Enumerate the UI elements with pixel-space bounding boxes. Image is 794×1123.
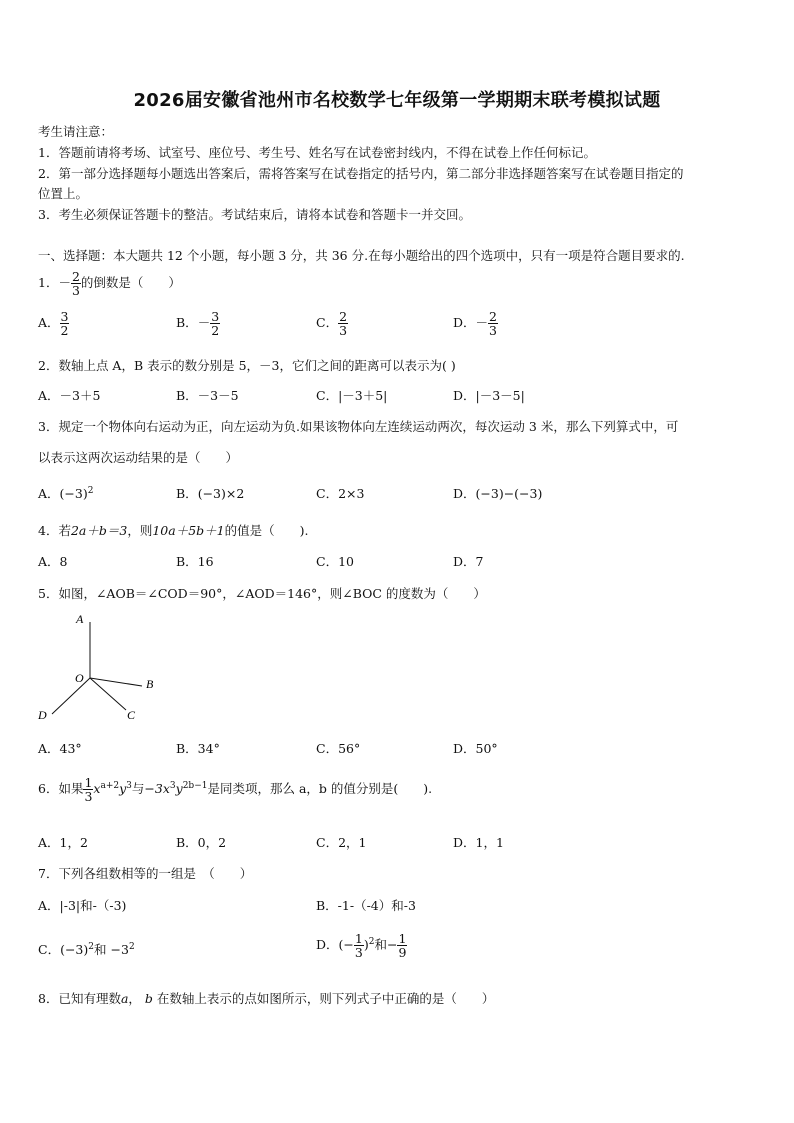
label-o: O: [75, 671, 84, 685]
q7-option-a: A．|-3|和-（-3): [38, 898, 127, 913]
q4-condition: 2a＋b＝3: [70, 523, 128, 538]
q5-option-b: B．34°: [176, 741, 220, 756]
q1-option-a: A． $\frac{3}{2}$: [38, 309, 69, 339]
q7-option-c: C．$(-3)^2$和 $-3^2$: [38, 941, 135, 957]
question-7: 7．下列各组数相等的一组是 （ ）: [38, 866, 253, 881]
label-a: A: [76, 612, 84, 626]
q3-option-c: C．2×3: [316, 486, 365, 501]
question-4: 4．若2a＋b＝3，则10a＋5b＋1的值是（ ).: [38, 523, 309, 538]
q1-denominator: 3: [71, 283, 80, 299]
q1-numerator: 2: [71, 269, 80, 284]
label-d: D: [38, 708, 47, 722]
q4-option-a: A．8: [38, 554, 68, 569]
notice-item-2: 2．第一部分选择题每小题选出答案后，需将答案写在试卷指定的括号内，第二部分非选择题答案写在试卷题目指定的: [38, 166, 684, 181]
q1-option-b: B．－ $\frac{3}{2}$: [176, 309, 220, 339]
q5-angle-diagram: [30, 606, 170, 730]
q6-option-a: A．1，2: [38, 835, 88, 850]
section-heading: 一、选择题：本大题共 12 个小题，每小题 3 分，共 36 分.在每小题给出的四个选项中，只有一项是符合题目要求的.: [38, 248, 685, 263]
q3-option-b: B．(−3)×2: [176, 486, 245, 501]
notice-item-1: 1．答题前请将考场、试室号、座位号、考生号、姓名写在试卷密封线内，不得在试卷上作任何标记。: [38, 145, 596, 160]
label-c: C: [127, 708, 136, 722]
q3-option-d: D．(−3)−(−3): [453, 486, 543, 501]
question-3-line-1: 3．规定一个物体向右运动为正，向左运动为负.如果该物体向左连续运动两次，每次运动 3 米，那么下列算式中，可: [38, 419, 679, 434]
question-5: 5．如图，∠AOB＝∠COD＝90°，∠AOD＝146°，则∠BOC 的度数为（ ）: [38, 586, 486, 601]
q2-option-c: C．|－3＋5|: [316, 388, 388, 403]
q4-option-b: B．16: [176, 554, 214, 569]
q2-option-b: B．－3－5: [176, 388, 239, 403]
q1-option-c: C． $\frac{2}{3}$: [316, 309, 348, 339]
q2-option-a: A．－3＋5: [38, 388, 101, 403]
notice-item-3: 3．考生必须保证答题卡的整洁。考试结束后，请将本试卷和答题卡一并交回。: [38, 207, 471, 222]
q2-option-d: D．|－3－5|: [453, 388, 525, 403]
q6-option-b: B．0，2: [176, 835, 227, 850]
q7-option-b: B．-1-（-4）和-3: [316, 898, 416, 913]
q4-option-c: C．10: [316, 554, 354, 569]
question-3-line-2: 以表示这两次运动结果的是（ ）: [38, 450, 239, 465]
question-8: 8．已知有理数a， b 在数轴上表示的点如图所示，则下列式子中正确的是（ ）: [38, 991, 495, 1006]
q1-option-d: D．－ $\frac{2}{3}$: [453, 309, 497, 339]
q3-option-a: A．$(-3)^2$: [38, 485, 94, 501]
q6-option-c: C．2，1: [316, 835, 367, 850]
notice-item-2-cont: 位置上。: [38, 186, 89, 201]
question-6: 6．如果 $\frac{1}{3}$ $x^{a+2}y^3$与$-3x^3y^{2b-1}$是同类项，那么 a，b 的值分别是( ).: [38, 775, 433, 805]
ray-od: [52, 678, 90, 714]
q6-option-d: D．1，1: [453, 835, 504, 850]
q4-option-d: D．7: [453, 554, 484, 569]
question-2: 2．数轴上点 A，B 表示的数分别是 5，－3，它们之间的距离可以表示为( ): [38, 358, 456, 373]
q7-option-d: D．(− $\frac{1}{3}$ )$^2$和− $\frac{1}{9}$: [316, 931, 407, 961]
question-1: [38, 270, 181, 297]
notice-heading: 考生请注意：: [38, 124, 114, 139]
label-b: B: [146, 677, 154, 691]
page-title: 2026届安徽省池州市名校数学七年级第一学期期末联考模拟试题: [133, 90, 661, 111]
q5-option-d: D．50°: [453, 741, 498, 756]
q5-option-a: A．43°: [38, 741, 82, 756]
q5-option-c: C．56°: [316, 741, 361, 756]
q1-number: 1．: [38, 275, 59, 291]
q1-minus: －: [58, 275, 71, 291]
q1-stem: 的倒数是（ ）: [80, 275, 181, 291]
q1-fraction: [71, 270, 81, 297]
q4-expression: 10a＋5b＋1: [152, 523, 225, 538]
